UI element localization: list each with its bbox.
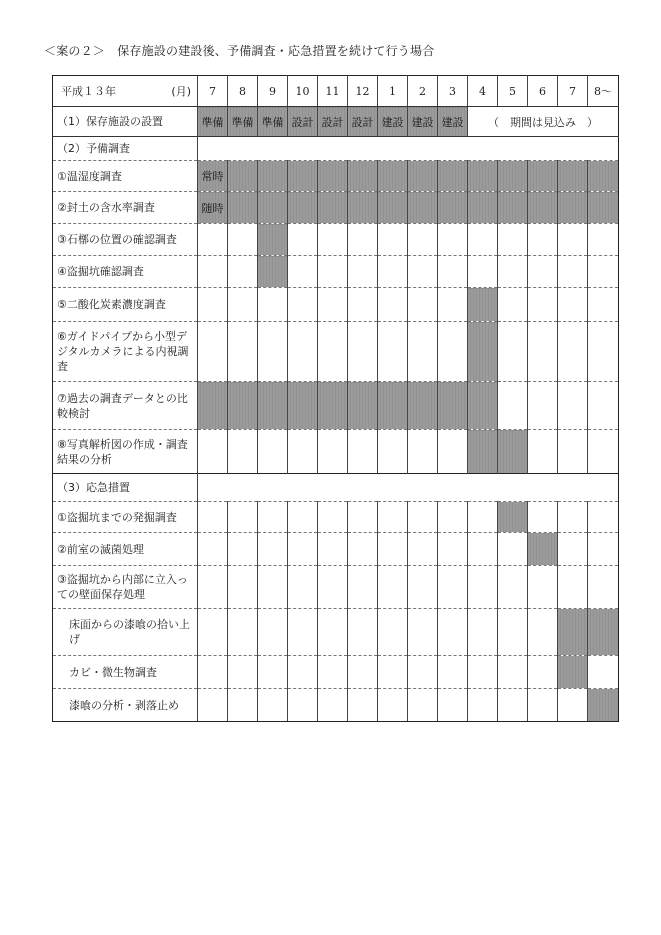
task-label: ②封土の含水率調査 [53,192,198,224]
header-row [53,76,619,107]
grid-cell [408,322,438,382]
grid-cell [438,430,468,474]
month-header: 5 [498,76,528,107]
bar-cell [408,192,438,224]
grid-cell [378,256,408,288]
grid-cell [348,566,378,609]
phase-cell: 設計 [348,107,378,137]
task-tag: 常時 [198,161,228,192]
grid-cell [318,256,348,288]
bar-cell [468,288,498,322]
grid-cell [558,533,588,566]
grid-cell [378,502,408,533]
grid-cell [498,288,528,322]
grid-cell [468,566,498,609]
grid-cell [378,322,408,382]
bar-cell [558,609,588,656]
grid-cell [228,502,258,533]
task-label: ⑤二酸化炭素濃度調査 [53,288,198,322]
task-label: ④盗掘坑確認調査 [53,256,198,288]
grid-cell [588,382,619,430]
year-label: 平成１３年 [61,85,116,98]
grid-cell [528,382,558,430]
grid-cell [558,382,588,430]
grid-cell [438,224,468,256]
bar-cell [528,533,558,566]
grid-cell [228,288,258,322]
grid-cell [318,533,348,566]
task-label: ③石槨の位置の確認調査 [53,224,198,256]
bar-cell [528,161,558,192]
subtask-label: 床面からの漆喰の拾い上げ [53,609,198,656]
task-row [53,288,619,322]
grid-cell [588,288,619,322]
task-row [53,161,619,192]
grid-cell [438,656,468,689]
bar-cell [498,430,528,474]
bar-cell [408,382,438,430]
bar-cell [558,192,588,224]
grid-cell [588,256,619,288]
grid-cell [258,288,288,322]
grid-cell [318,689,348,722]
grid-cell [198,609,228,656]
phase-cell: 設計 [288,107,318,137]
bar-cell [438,161,468,192]
grid-cell [198,656,228,689]
grid-cell [378,689,408,722]
grid-cell [288,566,318,609]
bar-cell [258,256,288,288]
grid-cell [588,224,619,256]
grid-cell [288,502,318,533]
grid-cell [468,689,498,722]
grid-cell [378,224,408,256]
facility-label: （1）保存施設の設置 [53,107,198,137]
grid-cell [528,288,558,322]
grid-cell [198,256,228,288]
grid-cell [528,609,558,656]
grid-cell [198,288,228,322]
grid-cell [288,288,318,322]
grid-cell [348,224,378,256]
task-label: ⑦過去の調査データとの比較検討 [53,382,198,430]
month-header: 1 [378,76,408,107]
section-row [53,137,619,161]
bar-cell [228,192,258,224]
grid-cell [438,288,468,322]
bar-cell [228,382,258,430]
grid-cell [288,430,318,474]
bar-cell [438,382,468,430]
task-label: ①盗掘坑までの発掘調査 [53,502,198,533]
grid-cell [258,430,288,474]
grid-cell [408,502,438,533]
grid-cell [318,656,348,689]
grid-cell [528,502,558,533]
grid-cell [258,609,288,656]
task-row [53,430,619,474]
grid-cell [498,382,528,430]
grid-cell [228,256,258,288]
phase-cell: 建設 [438,107,468,137]
section-spacer [198,474,619,502]
grid-cell [348,689,378,722]
grid-cell [288,656,318,689]
task-tag: 随時 [198,192,228,224]
bar-cell [468,192,498,224]
grid-cell [408,288,438,322]
grid-cell [528,566,558,609]
grid-cell [378,656,408,689]
section-label: （3）応急措置 [53,474,198,502]
grid-cell [588,566,619,609]
grid-cell [288,609,318,656]
bar-cell [288,161,318,192]
grid-cell [228,609,258,656]
grid-cell [468,224,498,256]
bar-cell [468,382,498,430]
grid-cell [258,502,288,533]
grid-cell [258,322,288,382]
grid-cell [288,224,318,256]
subtask-row [53,656,619,689]
bar-cell [468,322,498,382]
bar-cell [318,382,348,430]
grid-cell [198,430,228,474]
grid-cell [558,256,588,288]
grid-cell [318,288,348,322]
month-header: 8 [228,76,258,107]
page-title: ＜案の２＞ 保存施設の建設後、予備調査・応急措置を続けて行う場合 [44,44,435,58]
grid-cell [558,430,588,474]
grid-cell [348,656,378,689]
grid-cell [378,288,408,322]
bar-cell [438,192,468,224]
month-header: 12 [348,76,378,107]
grid-cell [348,288,378,322]
grid-cell [408,566,438,609]
bar-cell [588,192,619,224]
bar-cell [258,224,288,256]
grid-cell [558,224,588,256]
grid-cell [498,224,528,256]
grid-cell [558,288,588,322]
bar-cell [588,161,619,192]
grid-cell [378,566,408,609]
grid-cell [588,656,619,689]
phase-cell: 設計 [318,107,348,137]
month-header: 6 [528,76,558,107]
bar-cell [228,161,258,192]
month-header: 7 [558,76,588,107]
bar-cell [498,161,528,192]
grid-cell [228,430,258,474]
grid-cell [198,689,228,722]
phase-cell: 準備 [198,107,228,137]
task-label: ⑥ガイドパイプから小型デジタルカメラによる内視調査 [53,322,198,382]
grid-cell [558,322,588,382]
grid-cell [588,533,619,566]
section-label: （2）予備調査 [53,137,198,161]
phase-cell: 建設 [378,107,408,137]
grid-cell [438,689,468,722]
grid-cell [408,609,438,656]
grid-cell [438,609,468,656]
grid-cell [468,533,498,566]
grid-cell [408,656,438,689]
task-label: ①温湿度調査 [53,161,198,192]
bar-cell [558,656,588,689]
grid-cell [228,656,258,689]
phase-cell: 建設 [408,107,438,137]
grid-cell [318,224,348,256]
grid-cell [588,430,619,474]
grid-cell [288,322,318,382]
grid-cell [528,256,558,288]
bar-cell [288,192,318,224]
grid-cell [318,566,348,609]
grid-cell [228,566,258,609]
grid-cell [408,533,438,566]
grid-cell [498,256,528,288]
bar-cell [288,382,318,430]
grid-cell [408,224,438,256]
grid-cell [288,533,318,566]
grid-cell [258,656,288,689]
grid-cell [378,533,408,566]
bar-cell [588,689,619,722]
grid-cell [318,430,348,474]
grid-cell [498,566,528,609]
grid-cell [528,689,558,722]
task-row [53,533,619,566]
month-header: 10 [288,76,318,107]
section-spacer [198,137,619,161]
subtask-label: 漆喰の分析・剥落止め [53,689,198,722]
grid-cell [258,566,288,609]
task-label: ③盗掘坑から内部に立入っての壁面保存処理 [53,566,198,609]
grid-cell [318,502,348,533]
grid-cell [468,609,498,656]
grid-cell [468,656,498,689]
facility-row [53,107,619,137]
task-row [53,192,619,224]
bar-cell [258,192,288,224]
task-row [53,322,619,382]
grid-cell [498,609,528,656]
grid-cell [408,430,438,474]
task-row [53,256,619,288]
task-row [53,566,619,609]
grid-cell [528,322,558,382]
grid-cell [498,656,528,689]
grid-cell [378,609,408,656]
grid-cell [288,256,318,288]
bar-cell [408,161,438,192]
schedule-table [52,75,619,722]
grid-cell [558,502,588,533]
month-header: 3 [438,76,468,107]
grid-cell [348,430,378,474]
grid-cell [438,502,468,533]
grid-cell [318,322,348,382]
grid-cell [228,224,258,256]
grid-cell [228,533,258,566]
subtask-label: カビ・微生物調査 [53,656,198,689]
grid-cell [558,689,588,722]
bar-cell [258,161,288,192]
month-header: 4 [468,76,498,107]
grid-cell [348,322,378,382]
phase-cell: 準備 [258,107,288,137]
month-header: 8～ [588,76,619,107]
year-header [53,76,198,107]
section-row [53,474,619,502]
grid-cell [438,256,468,288]
grid-cell [438,533,468,566]
grid-cell [228,322,258,382]
grid-cell [438,322,468,382]
bar-cell [348,382,378,430]
grid-cell [528,656,558,689]
grid-cell [408,689,438,722]
task-row [53,502,619,533]
bar-cell [528,192,558,224]
month-unit-label: (月) [171,85,191,98]
phase-cell: 準備 [228,107,258,137]
grid-cell [348,256,378,288]
grid-cell [198,533,228,566]
month-header: 2 [408,76,438,107]
grid-cell [528,224,558,256]
bar-cell [588,609,619,656]
grid-cell [588,322,619,382]
bar-cell [318,161,348,192]
bar-cell [378,161,408,192]
grid-cell [498,533,528,566]
grid-cell [198,566,228,609]
bar-cell [378,382,408,430]
grid-cell [588,502,619,533]
month-header: 7 [198,76,228,107]
bar-cell [468,430,498,474]
grid-cell [528,430,558,474]
grid-cell [558,566,588,609]
grid-cell [348,502,378,533]
estimate-note: （ 期間は見込み ） [468,107,619,137]
grid-cell [198,224,228,256]
bar-cell [498,502,528,533]
grid-cell [318,609,348,656]
bar-cell [468,161,498,192]
grid-cell [498,689,528,722]
subtask-row [53,689,619,722]
grid-cell [468,502,498,533]
bar-cell [558,161,588,192]
grid-cell [348,609,378,656]
task-row [53,382,619,430]
grid-cell [198,502,228,533]
month-header: 11 [318,76,348,107]
grid-cell [468,256,498,288]
grid-cell [288,689,318,722]
bar-cell [498,192,528,224]
grid-cell [258,689,288,722]
grid-cell [438,566,468,609]
task-label: ②前室の滅菌処理 [53,533,198,566]
bar-cell [378,192,408,224]
bar-cell [318,192,348,224]
bar-cell [258,382,288,430]
subtask-row [53,609,619,656]
bar-cell [198,382,228,430]
month-header: 9 [258,76,288,107]
grid-cell [258,533,288,566]
task-label: ⑧写真解析図の作成・調査結果の分析 [53,430,198,474]
grid-cell [228,689,258,722]
grid-cell [348,533,378,566]
task-row [53,224,619,256]
grid-cell [408,256,438,288]
grid-cell [498,322,528,382]
bar-cell [348,161,378,192]
grid-cell [198,322,228,382]
grid-cell [378,430,408,474]
bar-cell [348,192,378,224]
